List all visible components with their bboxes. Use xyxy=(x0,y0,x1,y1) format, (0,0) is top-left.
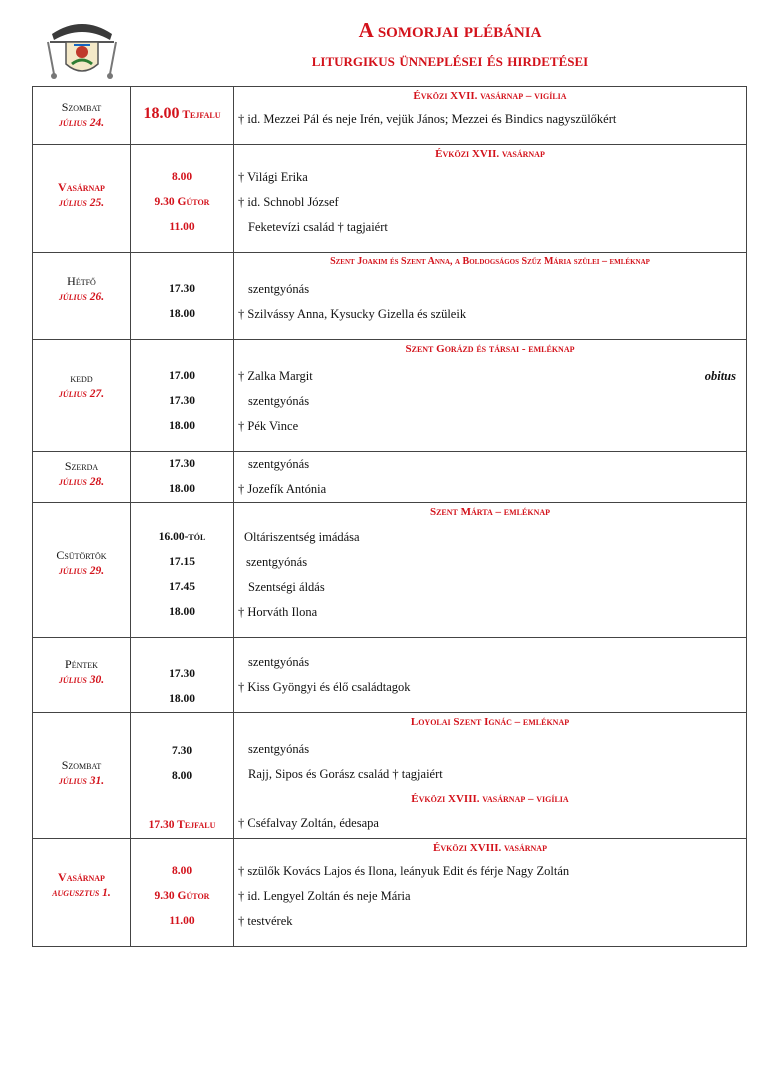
table-row xyxy=(33,87,747,145)
day-date: augusztus 1. xyxy=(52,887,111,899)
day-name: Csütörtök xyxy=(56,548,107,562)
page-subtitle: liturgikus ünneplései és hirdetései xyxy=(311,50,589,70)
day-cell xyxy=(33,87,131,145)
mass-time: 16.00-tól xyxy=(158,531,206,543)
day-cell xyxy=(33,452,131,503)
day-cell xyxy=(33,145,131,253)
table-row xyxy=(33,253,747,340)
day-cell xyxy=(33,839,131,947)
day-name: Szombat xyxy=(61,758,102,772)
liturgical-heading: Évközi XVII. vasárnap xyxy=(435,148,545,160)
intention-entry: † id. Schnobl József xyxy=(238,195,339,209)
intention-entry: szentgyónás xyxy=(248,457,310,471)
intention-entry: Szentségi áldás xyxy=(248,580,325,594)
liturgical-heading: Szent Gorázd és társai - emléknap xyxy=(405,343,575,355)
mass-time: 9.30 Gútor xyxy=(154,196,210,208)
intention-entry: † Jozefík Antónia xyxy=(238,482,327,496)
time-cell xyxy=(131,253,234,340)
mass-time: 17.30 xyxy=(169,668,195,680)
mass-time: 11.00 xyxy=(169,221,195,233)
obitus-note: obitus xyxy=(704,369,736,383)
parish-crest xyxy=(44,12,120,84)
table-row xyxy=(33,503,747,638)
table-row xyxy=(33,638,747,713)
entries-cell xyxy=(234,87,747,145)
entries-cell xyxy=(234,713,747,839)
day-cell xyxy=(33,638,131,713)
intention-entry: † Horváth Ilona xyxy=(238,605,318,619)
table-row xyxy=(33,452,747,503)
intention-entry: Oltáriszentség imádása xyxy=(244,530,360,544)
intention-entry: szentgyónás xyxy=(248,742,310,756)
intention-entry: † Zalka Margit xyxy=(238,369,313,383)
time-cell xyxy=(131,145,234,253)
table-row xyxy=(33,145,747,253)
entries-cell xyxy=(234,145,747,253)
day-date: július 29. xyxy=(58,565,105,577)
mass-time: 8.00 xyxy=(171,171,193,183)
mass-time: 18.00 xyxy=(169,483,195,495)
mass-time: 18.00 xyxy=(169,308,195,320)
intention-entry: † szülők Kovács Lajos és Ilona, leányuk Edit és férje Nagy Zoltán xyxy=(238,864,570,878)
day-date: július 25. xyxy=(58,197,105,209)
schedule-table xyxy=(32,86,747,947)
time-cell xyxy=(131,452,234,503)
day-cell xyxy=(33,253,131,340)
time-cell xyxy=(131,839,234,947)
mass-place: Tejfalu xyxy=(182,109,221,121)
intention-entry: szentgyónás xyxy=(248,394,310,408)
day-date: július 31. xyxy=(58,775,105,787)
intention-entry: szentgyónás xyxy=(246,555,308,569)
mass-time: 17.30 Tejfalu xyxy=(148,819,216,831)
intention-entry: Feketevízi család † tagjaiért xyxy=(248,220,388,234)
intention-entry: szentgyónás xyxy=(248,655,310,669)
intention-entry: † id. Mezzei Pál és neje Irén, vejük János; Mezzei és Bindics nagyszülőkért xyxy=(238,112,617,126)
day-date: július 28. xyxy=(58,476,105,488)
day-name: Szerda xyxy=(64,459,99,473)
day-name: Vasárnap xyxy=(58,180,105,194)
table-row xyxy=(33,839,747,947)
time-cell xyxy=(131,713,234,839)
day-name: Szombat xyxy=(61,100,102,114)
time-cell xyxy=(131,340,234,452)
day-date: július 30. xyxy=(58,674,105,686)
entries-cell xyxy=(234,340,747,452)
intention-entry: † Pék Vince xyxy=(238,419,299,433)
day-name: Hétfő xyxy=(67,274,96,288)
time-cell xyxy=(131,87,234,145)
intention-entry: Rajj, Sipos és Gorász család † tagjaiért xyxy=(248,767,443,781)
day-cell xyxy=(33,340,131,452)
entries-cell xyxy=(234,638,747,713)
liturgical-heading: Évközi XVIII. vasárnap xyxy=(433,842,547,854)
intention-entry: † id. Lengyel Zoltán és neje Mária xyxy=(238,889,411,903)
liturgical-heading: Évközi XVII. vasárnap – vigília xyxy=(413,90,567,102)
day-date: július 27. xyxy=(58,388,105,400)
day-name: Péntek xyxy=(65,657,98,671)
intention-entry: † Cséfalvay Zoltán, édesapa xyxy=(238,816,379,830)
liturgical-heading: Szent Joakim és Szent Anna, a Boldogságos Szűz Mária szülei – emléknap xyxy=(330,256,650,267)
liturgical-heading: Szent Márta – emléknap xyxy=(429,506,551,518)
entries-cell xyxy=(234,253,747,340)
mass-time: 17.30 xyxy=(169,395,195,407)
day-cell xyxy=(33,713,131,839)
entries-cell xyxy=(234,839,747,947)
intention-entry: † Szilvássy Anna, Kysucky Gizella és szüleik xyxy=(238,307,467,321)
day-name: kedd xyxy=(70,371,93,385)
time-cell xyxy=(131,503,234,638)
mass-time: 17.15 xyxy=(169,556,195,568)
table-row xyxy=(33,340,747,452)
day-date: július 26. xyxy=(58,291,105,303)
day-date: július 24. xyxy=(58,117,105,129)
intention-entry: † Kiss Gyöngyi és élő családtagok xyxy=(238,680,411,694)
time-cell xyxy=(131,638,234,713)
mass-time: 17.30 xyxy=(169,458,195,470)
mass-time: 18.00 xyxy=(169,606,195,618)
mass-time: 18.00 xyxy=(169,420,195,432)
intention-entry: † Világi Erika xyxy=(238,170,308,184)
intention-entry: † testvérek xyxy=(238,914,293,928)
entries-cell xyxy=(234,503,747,638)
mass-time: 7.30 xyxy=(171,745,193,757)
mass-time: 17.45 xyxy=(169,581,195,593)
mass-time: 8.00 xyxy=(171,770,193,782)
table-row xyxy=(33,713,747,839)
mass-time: 18.00 xyxy=(169,693,195,705)
mass-time: 9.30 Gútor xyxy=(154,890,210,902)
intention-entry: szentgyónás xyxy=(248,282,310,296)
entries-cell xyxy=(234,452,747,503)
mass-time: 8.00 xyxy=(171,865,193,877)
liturgical-heading: Loyolai Szent Ignác – emléknap xyxy=(410,716,570,728)
day-cell xyxy=(33,503,131,638)
page-title: A somorjai plébánia xyxy=(358,18,542,42)
mass-time: 17.00 xyxy=(169,370,195,382)
mass-time: 17.30 xyxy=(169,283,195,295)
mass-time: 18.00 xyxy=(143,105,180,122)
day-name: Vasárnap xyxy=(58,870,105,884)
liturgical-heading: Évközi XVIII. vasárnap – vigília xyxy=(411,793,569,805)
mass-time: 11.00 xyxy=(169,915,195,927)
